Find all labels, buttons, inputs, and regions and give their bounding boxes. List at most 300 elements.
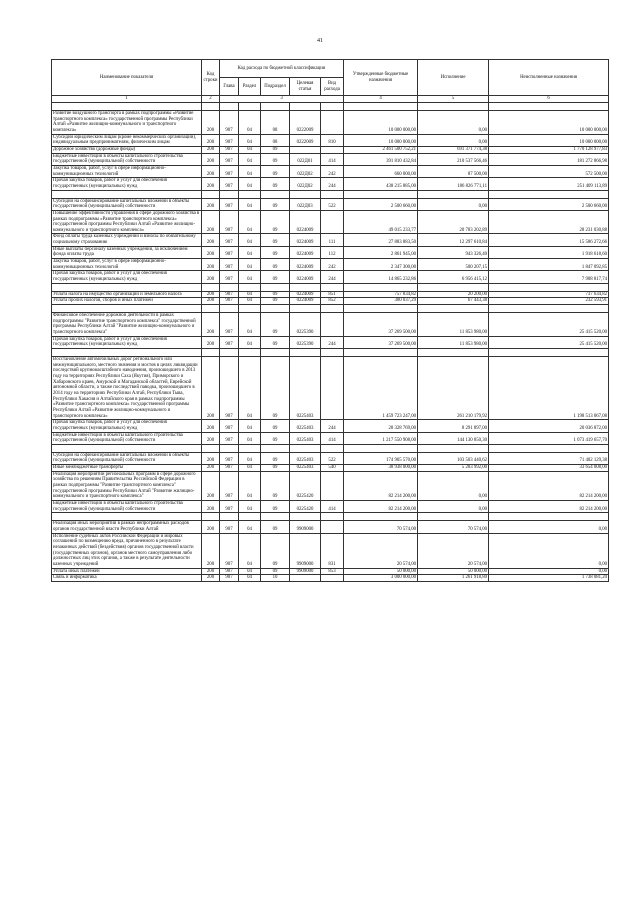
row-executed: 87 500,00 bbox=[418, 165, 489, 177]
row-name: Прочая закупка товаров, работ и услуг для обеспечения государственных (муниципальных) нужд bbox=[52, 420, 202, 432]
row-unexecuted: 737 634,82 bbox=[489, 291, 609, 298]
row-unexecuted: 1 738 081,20 bbox=[489, 575, 609, 582]
row-approved: 1 217 550 908,00 bbox=[344, 432, 418, 444]
row-glava: 907 bbox=[220, 465, 239, 472]
header-executed: Исполнение bbox=[418, 60, 489, 96]
table-row bbox=[52, 298, 609, 305]
row-executed: 20 200,00 bbox=[418, 291, 489, 298]
row-podrazdel: 09 bbox=[261, 420, 290, 432]
header-approved: Утвержденные бюджетные назначения bbox=[344, 60, 418, 96]
row-razdel: 04 bbox=[239, 153, 261, 165]
row-podrazdel: 09 bbox=[261, 313, 290, 337]
row-podrazdel: 09 bbox=[261, 465, 290, 472]
row-executed: 103 503 440,62 bbox=[418, 452, 489, 464]
row-expense-type: 244 bbox=[321, 336, 344, 348]
row-podrazdel: 09 bbox=[261, 521, 290, 533]
row-unexecuted: 232 593,91 bbox=[489, 298, 609, 305]
row-code: 200 bbox=[202, 165, 220, 177]
row-code: 200 bbox=[202, 501, 220, 513]
row-expense-type: 242 bbox=[321, 259, 344, 271]
row-name: Развитие воздушного транспорта в рамках подпрограммы «Развитие транспортного комплекса» государственной программы Республики Алтай «Развитие жилищно-коммунального и транспортного комплекса» bbox=[52, 111, 202, 135]
row-glava: 907 bbox=[220, 259, 239, 271]
row-glava: 907 bbox=[220, 356, 239, 419]
row-unexecuted: 1 847 092,85 bbox=[489, 259, 609, 271]
row-expense-type: 414 bbox=[321, 432, 344, 444]
table-row bbox=[52, 153, 609, 165]
table-row bbox=[52, 432, 609, 444]
row-glava: 907 bbox=[220, 178, 239, 190]
row-podrazdel: 09 bbox=[261, 178, 290, 190]
row-target-item: 0224009 bbox=[290, 291, 321, 298]
row-approved: 438 215 885,00 bbox=[344, 178, 418, 190]
row-target-item: 0224009 bbox=[290, 259, 321, 271]
row-unexecuted: 10 000 000,00 bbox=[489, 111, 609, 135]
row-approved: 3 000 000,00 bbox=[344, 575, 418, 582]
row-expense-type bbox=[321, 471, 344, 500]
row-executed: 8 291 897,00 bbox=[418, 420, 489, 432]
row-podrazdel: 09 bbox=[261, 198, 290, 210]
row-code: 200 bbox=[202, 134, 220, 146]
row-executed: 0,00 bbox=[418, 198, 489, 210]
row-razdel: 04 bbox=[239, 356, 261, 419]
row-name: Финансовое обеспечение дорожной деятельности в рамках подпрограммы "Развитие транспортного комплекса" государственной программы Республики Алтай "Развитие жилищно-коммунального и транспортного комплекса" bbox=[52, 313, 202, 337]
row-expense-type bbox=[321, 521, 344, 533]
row-unexecuted: 0,00 bbox=[489, 568, 609, 575]
row-glava: 907 bbox=[220, 234, 239, 246]
table-row bbox=[52, 420, 609, 432]
header-target-item: Целевая статья bbox=[290, 78, 321, 96]
row-executed: 20 574,00 bbox=[418, 533, 489, 568]
row-expense-type: 852 bbox=[321, 298, 344, 305]
row-code: 200 bbox=[202, 575, 220, 582]
row-expense-type: 853 bbox=[321, 568, 344, 575]
table-row bbox=[52, 568, 609, 575]
table-row bbox=[52, 313, 609, 337]
row-code: 200 bbox=[202, 521, 220, 533]
header-glava: Глава bbox=[220, 78, 239, 96]
row-razdel: 04 bbox=[239, 134, 261, 146]
row-glava: 907 bbox=[220, 533, 239, 568]
colnum-6: 6 bbox=[489, 96, 609, 103]
table-row bbox=[52, 210, 609, 234]
row-code: 200 bbox=[202, 465, 220, 472]
row-podrazdel: 09 bbox=[261, 234, 290, 246]
row-unexecuted: 71 402 129,38 bbox=[489, 452, 609, 464]
row-glava: 907 bbox=[220, 336, 239, 348]
row-razdel: 04 bbox=[239, 501, 261, 513]
row-podrazdel: 09 bbox=[261, 259, 290, 271]
row-glava: 907 bbox=[220, 246, 239, 258]
row-unexecuted: 1 073 419 657,70 bbox=[489, 432, 609, 444]
table-row bbox=[52, 575, 609, 582]
table-row bbox=[52, 234, 609, 246]
row-razdel: 04 bbox=[239, 471, 261, 500]
row-podrazdel: 09 bbox=[261, 246, 290, 258]
row-expense-type bbox=[321, 313, 344, 337]
row-name: Субсидии на софинансирование капитальных вложений в объекты государственной (муниципальной) собственности bbox=[52, 198, 202, 210]
row-razdel: 04 bbox=[239, 298, 261, 305]
row-target-item: 9909000 bbox=[290, 533, 321, 568]
row-razdel: 04 bbox=[239, 313, 261, 337]
row-code: 200 bbox=[202, 420, 220, 432]
row-unexecuted: 1 918 618,60 bbox=[489, 246, 609, 258]
row-executed: 20 783 202,89 bbox=[418, 210, 489, 234]
row-target-item: 0224009 bbox=[290, 271, 321, 283]
row-name: Уплата налога на имущество организаций и земельного налога bbox=[52, 291, 202, 298]
row-glava: 907 bbox=[220, 313, 239, 337]
header-expense-type: Вид расхода bbox=[321, 78, 344, 96]
table-row bbox=[52, 336, 609, 348]
row-approved: 82 214 200,00 bbox=[344, 501, 418, 513]
row-code: 200 bbox=[202, 178, 220, 190]
table-row bbox=[52, 134, 609, 146]
row-name: Реализация мероприятий региональных программ в сфере дорожного хозяйства по решениям Правительства Российской Федерации в рамках подпрограммы "Развитие транспортного комплекса" государственной программы Республики Алтай "Развитие жилищно-коммунального и транспортного комплекса" bbox=[52, 471, 202, 500]
row-podrazdel: 10 bbox=[261, 575, 290, 582]
row-expense-type: 522 bbox=[321, 198, 344, 210]
row-executed: 11 853 980,00 bbox=[418, 336, 489, 348]
row-glava: 907 bbox=[220, 452, 239, 464]
row-approved: 757 834,82 bbox=[344, 291, 418, 298]
row-code: 200 bbox=[202, 259, 220, 271]
row-podrazdel: 09 bbox=[261, 452, 290, 464]
row-podrazdel: 08 bbox=[261, 111, 290, 135]
row-executed: 6 956 415,12 bbox=[418, 271, 489, 283]
row-razdel: 04 bbox=[239, 271, 261, 283]
row-spacer bbox=[52, 513, 609, 521]
row-target-item bbox=[290, 146, 321, 153]
row-expense-type: 540 bbox=[321, 465, 344, 472]
row-razdel: 04 bbox=[239, 165, 261, 177]
row-approved: 300 037,29 bbox=[344, 298, 418, 305]
row-razdel: 04 bbox=[239, 575, 261, 582]
row-expense-type: 522 bbox=[321, 452, 344, 464]
row-glava: 907 bbox=[220, 420, 239, 432]
row-executed: 12 297 610,84 bbox=[418, 234, 489, 246]
row-razdel: 04 bbox=[239, 198, 261, 210]
row-glava: 907 bbox=[220, 298, 239, 305]
row-name: Реализация иных мероприятий в рамках непрограммных расходов органов государственной власти Республики Алтай bbox=[52, 521, 202, 533]
row-podrazdel: 09 bbox=[261, 153, 290, 165]
row-expense-type bbox=[321, 575, 344, 582]
row-code: 200 bbox=[202, 336, 220, 348]
row-approved: 174 905 570,00 bbox=[344, 452, 418, 464]
row-name: Прочая закупка товаров, работ и услуг для обеспечения государственных (муниципальных) нужд bbox=[52, 271, 202, 283]
row-unexecuted: 572 500,00 bbox=[489, 165, 609, 177]
row-name: Уплата прочих налогов, сборов и иных платежей bbox=[52, 298, 202, 305]
table-row bbox=[52, 146, 609, 153]
row-name: Повышение эффективности управления в сфере дорожного хозяйства в рамках подпрограммы «Развитие транспортного комплекса» государственной программы Республики Алтай «Развитие жилищно-коммунального и транспортного комплекса» bbox=[52, 210, 202, 234]
row-glava: 907 bbox=[220, 501, 239, 513]
row-approved: 49 015 233,77 bbox=[344, 210, 418, 234]
row-target-item: 022Д02 bbox=[290, 178, 321, 190]
row-unexecuted: 10 000 000,00 bbox=[489, 134, 609, 146]
row-glava: 907 bbox=[220, 210, 239, 234]
row-unexecuted: 20 036 872,00 bbox=[489, 420, 609, 432]
row-code: 200 bbox=[202, 146, 220, 153]
row-approved: 2 861 945,00 bbox=[344, 246, 418, 258]
row-name: Закупка товаров, работ, услуг в сфере информационно-коммуникационных технологий bbox=[52, 165, 202, 177]
row-podrazdel: 08 bbox=[261, 134, 290, 146]
table-row bbox=[52, 471, 609, 500]
row-code: 200 bbox=[202, 533, 220, 568]
row-expense-type: 244 bbox=[321, 271, 344, 283]
row-approved: 38 938 000,00 bbox=[344, 465, 418, 472]
row-spacer bbox=[52, 348, 609, 356]
row-podrazdel: 09 bbox=[261, 298, 290, 305]
row-executed: 0,00 bbox=[418, 134, 489, 146]
row-unexecuted: 0,00 bbox=[489, 521, 609, 533]
row-approved: 10 000 000,00 bbox=[344, 134, 418, 146]
row-podrazdel: 09 bbox=[261, 356, 290, 419]
row-glava: 907 bbox=[220, 271, 239, 283]
row-glava: 907 bbox=[220, 471, 239, 500]
row-razdel: 04 bbox=[239, 234, 261, 246]
table-row bbox=[52, 291, 609, 298]
row-glava: 907 bbox=[220, 575, 239, 582]
row-podrazdel: 09 bbox=[261, 336, 290, 348]
row-executed: 70 574,00 bbox=[418, 521, 489, 533]
row-target-item: 0224009 bbox=[290, 246, 321, 258]
row-podrazdel: 09 bbox=[261, 165, 290, 177]
row-glava: 907 bbox=[220, 198, 239, 210]
row-glava: 907 bbox=[220, 568, 239, 575]
row-razdel: 04 bbox=[239, 465, 261, 472]
row-approved: 391 810 432,84 bbox=[344, 153, 418, 165]
row-code: 200 bbox=[202, 432, 220, 444]
row-podrazdel: 09 bbox=[261, 568, 290, 575]
table-row bbox=[52, 501, 609, 513]
row-unexecuted: 15 586 272,66 bbox=[489, 234, 609, 246]
row-target-item: 9909000 bbox=[290, 568, 321, 575]
row-target-item: 0224009 bbox=[290, 210, 321, 234]
row-glava: 907 bbox=[220, 134, 239, 146]
row-executed: 50 000,00 bbox=[418, 568, 489, 575]
row-approved: 37 269 500,00 bbox=[344, 313, 418, 337]
row-target-item: 0222009 bbox=[290, 134, 321, 146]
row-code: 200 bbox=[202, 568, 220, 575]
row-executed: 0,00 bbox=[418, 501, 489, 513]
row-executed: 691 371 774,38 bbox=[418, 146, 489, 153]
row-razdel: 04 bbox=[239, 452, 261, 464]
row-executed: 1 261 918,80 bbox=[418, 575, 489, 582]
row-approved: 660 000,00 bbox=[344, 165, 418, 177]
row-name: Бюджетные инвестиции в объекты капитального строительства государственной (муниципальной) собственности bbox=[52, 153, 202, 165]
colnum-2: 2 bbox=[202, 96, 220, 103]
table-row bbox=[52, 111, 609, 135]
table-row bbox=[52, 259, 609, 271]
row-executed: 261 210 179,92 bbox=[418, 356, 489, 419]
header-unexecuted: Неисполненные назначения bbox=[489, 60, 609, 96]
row-expense-type: 831 bbox=[321, 533, 344, 568]
row-code: 200 bbox=[202, 356, 220, 419]
row-code: 200 bbox=[202, 452, 220, 464]
row-approved: 82 214 200,00 bbox=[344, 471, 418, 500]
row-executed: 5 283 992,00 bbox=[418, 465, 489, 472]
row-razdel: 04 bbox=[239, 568, 261, 575]
row-expense-type: 851 bbox=[321, 291, 344, 298]
row-approved: 2 461 500 752,21 bbox=[344, 146, 418, 153]
row-target-item: 0225420 bbox=[290, 471, 321, 500]
row-executed: 0,00 bbox=[418, 111, 489, 135]
row-unexecuted: 25 415 520,00 bbox=[489, 313, 609, 337]
row-expense-type: 414 bbox=[321, 501, 344, 513]
table-row bbox=[52, 452, 609, 464]
row-code: 200 bbox=[202, 111, 220, 135]
header-classification: Код расхода по бюджетной классификации bbox=[220, 60, 344, 78]
row-target-item: 0224009 bbox=[290, 234, 321, 246]
row-code: 200 bbox=[202, 298, 220, 305]
row-expense-type: 111 bbox=[321, 234, 344, 246]
row-target-item: 022Д02 bbox=[290, 165, 321, 177]
row-executed: 0,00 bbox=[418, 471, 489, 500]
row-glava: 907 bbox=[220, 111, 239, 135]
row-expense-type bbox=[321, 356, 344, 419]
row-spacer bbox=[52, 305, 609, 313]
row-expense-type bbox=[321, 210, 344, 234]
row-name: Субсидии на софинансирование капитальных вложений в объекты государственной (муниципальной) собственности bbox=[52, 452, 202, 464]
row-name: Фонд оплаты труда казенных учреждений и взносы по обязательному социальному страхованию bbox=[52, 234, 202, 246]
row-name: Иные выплаты персоналу казенных учреждений, за исключением фонда оплаты труда bbox=[52, 246, 202, 258]
header-podrazdel: Подраздел bbox=[261, 78, 290, 96]
row-unexecuted: 251 409 113,89 bbox=[489, 178, 609, 190]
row-code: 200 bbox=[202, 246, 220, 258]
row-glava: 907 bbox=[220, 291, 239, 298]
row-unexecuted: 82 214 200,00 bbox=[489, 471, 609, 500]
row-spacer bbox=[52, 190, 609, 198]
row-razdel: 04 bbox=[239, 521, 261, 533]
table-row bbox=[52, 178, 609, 190]
row-expense-type: 244 bbox=[321, 420, 344, 432]
row-approved: 1 459 723 247,00 bbox=[344, 356, 418, 419]
row-name: Иные межбюджетные трансферты bbox=[52, 465, 202, 472]
row-approved: 14 865 232,86 bbox=[344, 271, 418, 283]
header-razdel: Раздел bbox=[239, 78, 261, 96]
row-executed: 67 443,38 bbox=[418, 298, 489, 305]
row-executed: 11 853 980,00 bbox=[418, 313, 489, 337]
row-executed: 144 130 850,30 bbox=[418, 432, 489, 444]
row-spacer bbox=[52, 444, 609, 452]
row-expense-type: 112 bbox=[321, 246, 344, 258]
row-name: Закупка товаров, работ, услуг в сфере информационно-коммуникационных технологий bbox=[52, 259, 202, 271]
table-row bbox=[52, 356, 609, 419]
row-code: 200 bbox=[202, 234, 220, 246]
row-podrazdel: 09 bbox=[261, 432, 290, 444]
row-razdel: 04 bbox=[239, 533, 261, 568]
row-podrazdel: 09 bbox=[261, 271, 290, 283]
row-expense-type bbox=[321, 111, 344, 135]
row-glava: 907 bbox=[220, 521, 239, 533]
row-unexecuted: 2 500 660,00 bbox=[489, 198, 609, 210]
row-spacer bbox=[52, 283, 609, 291]
table-row bbox=[52, 271, 609, 283]
row-approved: 20 574,00 bbox=[344, 533, 418, 568]
row-unexecuted: 7 908 817,74 bbox=[489, 271, 609, 283]
row-unexecuted: 28 231 030,88 bbox=[489, 210, 609, 234]
row-expense-type: 242 bbox=[321, 165, 344, 177]
row-unexecuted: 1 770 128 977,83 bbox=[489, 146, 609, 153]
row-target-item: 0225420 bbox=[290, 501, 321, 513]
row-code: 200 bbox=[202, 291, 220, 298]
row-podrazdel: 09 bbox=[261, 471, 290, 500]
row-executed: 500 207,15 bbox=[418, 259, 489, 271]
row-razdel: 04 bbox=[239, 146, 261, 153]
table-row bbox=[52, 533, 609, 568]
row-name: Субсидии юридическим лицам (кроме некоммерческих организаций), индивидуальным предпринимателям, физическим лицам bbox=[52, 134, 202, 146]
row-target-item: 0225403 bbox=[290, 356, 321, 419]
row-razdel: 04 bbox=[239, 291, 261, 298]
row-name: Уплата иных платежей bbox=[52, 568, 202, 575]
table-row bbox=[52, 198, 609, 210]
row-target-item: 0225403 bbox=[290, 452, 321, 464]
row-expense-type bbox=[321, 146, 344, 153]
row-executed: 943 326,40 bbox=[418, 246, 489, 258]
row-razdel: 04 bbox=[239, 259, 261, 271]
row-razdel: 04 bbox=[239, 210, 261, 234]
row-podrazdel: 09 bbox=[261, 533, 290, 568]
row-name: Прочая закупка товаров, работ и услуг для обеспечения государственных (муниципальных) нужд bbox=[52, 178, 202, 190]
row-name: Исполнение судебных актов Российской Федерации и мировых соглашений по возмещению вреда, причиненного в результате незаконных действий (бездействия) органов государственной власти (государственных органов), органов местного самоуправления либо должностных лиц этих органов, а также в результате деятельности казенных учреждений bbox=[52, 533, 202, 568]
row-unexecuted: 0,00 bbox=[489, 533, 609, 568]
row-glava: 907 bbox=[220, 153, 239, 165]
header-name: Наименование показателя bbox=[52, 60, 202, 96]
row-podrazdel: 09 bbox=[261, 501, 290, 513]
row-approved: 27 883 883,50 bbox=[344, 234, 418, 246]
table-row bbox=[52, 165, 609, 177]
row-target-item: 0225403 bbox=[290, 465, 321, 472]
row-podrazdel: 09 bbox=[261, 146, 290, 153]
row-approved: 37 269 500,00 bbox=[344, 336, 418, 348]
row-name: Бюджетные инвестиции в объекты капитального строительства государственной (муниципальной) собственности bbox=[52, 432, 202, 444]
row-target-item: 0222009 bbox=[290, 111, 321, 135]
row-target-item: 0224009 bbox=[290, 298, 321, 305]
row-code: 200 bbox=[202, 210, 220, 234]
row-target-item: 0225403 bbox=[290, 432, 321, 444]
row-target-item: 022Д03 bbox=[290, 198, 321, 210]
row-name: Дорожное хозяйство (дорожные фонды) bbox=[52, 146, 202, 153]
row-glava: 907 bbox=[220, 146, 239, 153]
row-target-item: 9909000 bbox=[290, 521, 321, 533]
colnum-5: 5 bbox=[418, 96, 489, 103]
row-name: Прочая закупка товаров, работ и услуг для обеспечения государственных (муниципальных) нужд bbox=[52, 336, 202, 348]
row-code: 200 bbox=[202, 313, 220, 337]
row-unexecuted: 82 214 200,00 bbox=[489, 501, 609, 513]
table-row bbox=[52, 246, 609, 258]
row-code: 200 bbox=[202, 198, 220, 210]
row-code: 200 bbox=[202, 153, 220, 165]
row-approved: 70 574,00 bbox=[344, 521, 418, 533]
colnum-3: 3 bbox=[220, 96, 344, 103]
page-number: 41 bbox=[317, 38, 323, 44]
row-unexecuted: 181 272 866,98 bbox=[489, 153, 609, 165]
table-row bbox=[52, 465, 609, 472]
table-body bbox=[52, 103, 609, 582]
row-executed: 186 826 771,11 bbox=[418, 178, 489, 190]
row-podrazdel: 09 bbox=[261, 210, 290, 234]
row-razdel: 04 bbox=[239, 246, 261, 258]
row-glava: 907 bbox=[220, 432, 239, 444]
row-approved: 28 328 769,00 bbox=[344, 420, 418, 432]
row-target-item: 022Д01 bbox=[290, 153, 321, 165]
row-expense-type: 244 bbox=[321, 178, 344, 190]
row-approved: 50 000,00 bbox=[344, 568, 418, 575]
table-row bbox=[52, 521, 609, 533]
row-target-item: 0225390 bbox=[290, 336, 321, 348]
table-header bbox=[52, 60, 609, 103]
row-unexecuted: 33 654 008,00 bbox=[489, 465, 609, 472]
header-code: Код строки bbox=[202, 60, 220, 96]
row-code: 200 bbox=[202, 271, 220, 283]
row-razdel: 04 bbox=[239, 111, 261, 135]
